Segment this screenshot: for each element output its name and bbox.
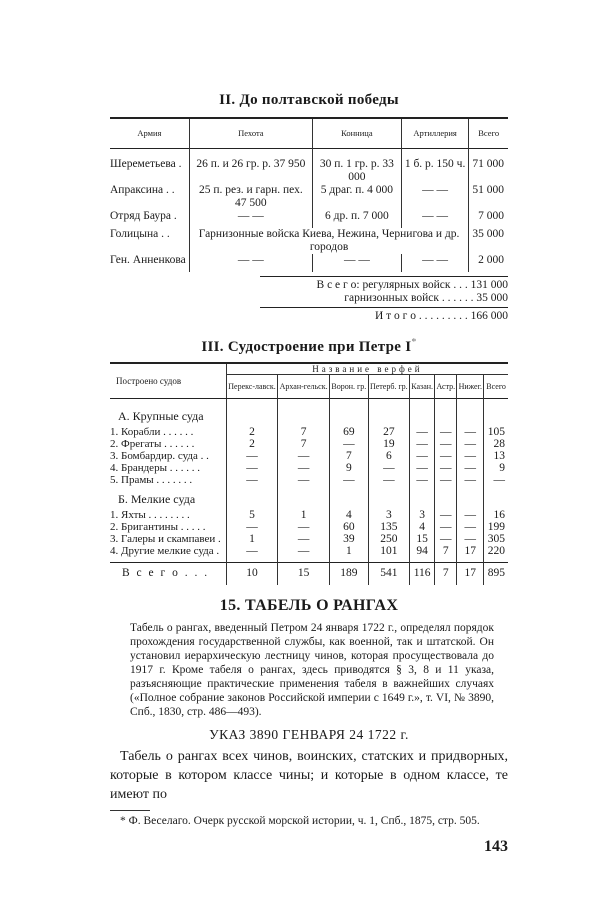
total-cell: 15 bbox=[278, 563, 330, 585]
value-cell: — bbox=[457, 521, 484, 533]
value-cell: — bbox=[330, 474, 369, 486]
table-row bbox=[110, 521, 508, 533]
value-cell: — bbox=[368, 474, 409, 486]
value-cell: — bbox=[435, 533, 457, 545]
value-cell: — bbox=[457, 533, 484, 545]
table-row bbox=[110, 184, 508, 210]
army-name: Отряд Баура . bbox=[110, 210, 177, 222]
artillery-cell: — — bbox=[401, 210, 469, 228]
column-header: Всего bbox=[469, 118, 508, 148]
value-cell: 2 bbox=[226, 438, 277, 450]
value-cell: 101 bbox=[368, 545, 409, 557]
value-cell: — bbox=[330, 438, 369, 450]
empty-cell bbox=[278, 407, 330, 426]
divider bbox=[260, 307, 508, 308]
row-header: Построено судов bbox=[110, 363, 226, 399]
empty-cell bbox=[435, 407, 457, 426]
value-cell: — bbox=[457, 509, 484, 521]
value-cell: 15 bbox=[410, 533, 435, 545]
infantry-cell: — — bbox=[189, 254, 312, 272]
page-column bbox=[110, 92, 508, 856]
table-row bbox=[110, 228, 508, 254]
total-cell: 35 000 bbox=[469, 228, 508, 254]
ship-type: 3. Бомбардир. суда . . bbox=[110, 449, 209, 462]
column-header: Петерб. гр. bbox=[368, 375, 409, 399]
value-cell: — bbox=[226, 474, 277, 486]
value-cell: 7 bbox=[278, 438, 330, 450]
army-name: Ген. Анненкова bbox=[110, 254, 186, 266]
value-cell: — bbox=[410, 462, 435, 474]
value-cell: — bbox=[368, 462, 409, 474]
value-cell: 3 bbox=[410, 509, 435, 521]
total-label: В с е г о . . . bbox=[122, 567, 210, 580]
empty-cell bbox=[226, 490, 277, 509]
empty-cell bbox=[278, 490, 330, 509]
artillery-cell: — — bbox=[401, 184, 469, 210]
column-header: Нижег. bbox=[457, 375, 484, 399]
value-cell: 250 bbox=[368, 533, 409, 545]
table-row bbox=[110, 533, 508, 545]
value-cell: 69 bbox=[330, 426, 369, 438]
value-cell: 9 bbox=[330, 462, 369, 474]
value-cell: — bbox=[410, 474, 435, 486]
ships-table-title: III. Судостроение при Петре I bbox=[201, 339, 412, 355]
total-garrison: гарнизонных войск . . . . . . 35 000 bbox=[344, 292, 508, 304]
value-cell: — bbox=[484, 474, 508, 486]
value-cell: 19 bbox=[368, 438, 409, 450]
value-cell: — bbox=[278, 533, 330, 545]
value-cell: — bbox=[226, 521, 277, 533]
value-cell: 135 bbox=[368, 521, 409, 533]
value-cell: — bbox=[278, 462, 330, 474]
table-row bbox=[110, 210, 508, 228]
value-cell: 9 bbox=[484, 462, 508, 474]
divider bbox=[260, 276, 508, 277]
table-row bbox=[110, 509, 508, 521]
value-cell: — bbox=[226, 450, 277, 462]
table-row bbox=[110, 426, 508, 438]
table-row bbox=[110, 545, 508, 557]
value-cell: 1 bbox=[226, 533, 277, 545]
value-cell: — bbox=[226, 545, 277, 557]
table-row bbox=[110, 438, 508, 450]
value-cell: 2 bbox=[226, 426, 277, 438]
page-number: 143 bbox=[484, 837, 508, 855]
value-cell: 199 bbox=[484, 521, 508, 533]
infantry-cell: — — bbox=[189, 210, 312, 228]
section-intro: Табель о рангах, введенный Петром 24 января 1722 г., определял порядок прохождения государственной службы, как военной, так и штатской. Он установил иерархическую лестницу чинов, которая просуществовала до 1917 г. Кроме табеля о рангах, здесь приводятся § 3, 8 и 11 указа, разъясняющие практические применения табеля в важнейших случаях («Полное собрание законов Российской империи с 1649 г.», т. VI, № 3890, Спб., 1830, стр. 486—493). bbox=[130, 621, 494, 718]
value-cell: — bbox=[435, 509, 457, 521]
group-label: Б. Мелкие суда bbox=[118, 491, 196, 506]
value-cell: 28 bbox=[484, 438, 508, 450]
empty-cell bbox=[330, 407, 369, 426]
decree-text: Табель о рангах всех чинов, воинских, статских и придворных, которые в котором классе чины; и которые в одном классе, те имеют по bbox=[110, 748, 508, 802]
value-cell: — bbox=[457, 438, 484, 450]
empty-cell bbox=[226, 407, 277, 426]
army-name: Апраксина . . bbox=[110, 184, 175, 196]
value-cell: 220 bbox=[484, 545, 508, 557]
total-cell: 51 000 bbox=[469, 184, 508, 210]
ships-table bbox=[110, 362, 508, 585]
value-cell: — bbox=[457, 474, 484, 486]
column-header: Артиллерия bbox=[401, 118, 469, 148]
cavalry-cell: 30 п. 1 гр. р. 33 000 bbox=[312, 158, 401, 184]
value-cell: 94 bbox=[410, 545, 435, 557]
ship-type: 2. Бригантины . . . . . bbox=[110, 520, 206, 533]
value-cell: — bbox=[435, 426, 457, 438]
value-cell: 1 bbox=[330, 545, 369, 557]
army-table bbox=[110, 117, 508, 272]
column-header: Астр. bbox=[435, 375, 457, 399]
empty-cell bbox=[484, 490, 508, 509]
total-cell: 17 bbox=[457, 563, 484, 585]
total-cell: 7 000 bbox=[469, 210, 508, 228]
infantry-cell: 26 п. и 26 гр. р. 37 950 bbox=[189, 158, 312, 184]
total-cell: 10 bbox=[226, 563, 277, 585]
value-cell: — bbox=[278, 545, 330, 557]
value-cell: 1 bbox=[278, 509, 330, 521]
ship-type: 3. Галеры и скампавеи . bbox=[110, 532, 221, 545]
cavalry-cell: — — bbox=[312, 254, 401, 272]
column-header: Ворон. гр. bbox=[330, 375, 369, 399]
column-header: Всего bbox=[484, 375, 508, 399]
value-cell: 17 bbox=[457, 545, 484, 557]
group-row bbox=[110, 407, 508, 426]
column-header: Казан. bbox=[410, 375, 435, 399]
total-cell: 7 bbox=[435, 563, 457, 585]
empty-cell bbox=[457, 490, 484, 509]
value-cell: — bbox=[278, 474, 330, 486]
value-cell: — bbox=[435, 474, 457, 486]
value-cell: 7 bbox=[278, 426, 330, 438]
total-cell: 2 000 bbox=[469, 254, 508, 272]
table-row bbox=[110, 450, 508, 462]
value-cell: — bbox=[435, 450, 457, 462]
artillery-cell: 1 б. р. 150 ч. bbox=[401, 158, 469, 184]
value-cell: — bbox=[226, 462, 277, 474]
cavalry-cell: 6 др. п. 7 000 bbox=[312, 210, 401, 228]
army-name: Голицына . . bbox=[110, 228, 170, 240]
army-name: Шереметьева . bbox=[110, 158, 182, 170]
value-cell: 39 bbox=[330, 533, 369, 545]
value-cell: 305 bbox=[484, 533, 508, 545]
empty-cell bbox=[368, 407, 409, 426]
value-cell: 6 bbox=[368, 450, 409, 462]
total-cell: 895 bbox=[484, 563, 508, 585]
value-cell: — bbox=[457, 450, 484, 462]
ship-type: 2. Фрегаты . . . . . . bbox=[110, 437, 195, 450]
ship-type: 1. Яхты . . . . . . . . bbox=[110, 508, 190, 521]
grand-total: И т о г о . . . . . . . . . 166 000 bbox=[374, 310, 508, 322]
empty-cell bbox=[368, 490, 409, 509]
total-row bbox=[110, 563, 508, 585]
value-cell: — bbox=[278, 450, 330, 462]
artillery-cell: — — bbox=[401, 254, 469, 272]
group-header: Название верфей bbox=[226, 363, 508, 375]
value-cell: 4 bbox=[410, 521, 435, 533]
column-header: Пехота bbox=[189, 118, 312, 148]
value-cell: 7 bbox=[435, 545, 457, 557]
column-header: Перекс-лавск. bbox=[226, 375, 277, 399]
value-cell: — bbox=[410, 450, 435, 462]
footnote: * Ф. Веселаго. Очерк русской морской истории, ч. 1, Спб., 1875, стр. 505. bbox=[120, 814, 480, 827]
value-cell: 105 bbox=[484, 426, 508, 438]
footnote-mark: * bbox=[411, 337, 417, 348]
total-cell: 71 000 bbox=[469, 158, 508, 184]
table-row bbox=[110, 254, 508, 272]
empty-cell bbox=[410, 407, 435, 426]
value-cell: 4 bbox=[330, 509, 369, 521]
footnote-rule bbox=[110, 810, 150, 811]
ship-type: 5. Прамы . . . . . . . bbox=[110, 473, 193, 486]
empty-cell bbox=[457, 407, 484, 426]
value-cell: — bbox=[435, 462, 457, 474]
value-cell: — bbox=[457, 426, 484, 438]
table-row bbox=[110, 158, 508, 184]
value-cell: — bbox=[457, 462, 484, 474]
total-cell: 541 bbox=[368, 563, 409, 585]
empty-cell bbox=[410, 490, 435, 509]
decree-heading: УКАЗ 3890 ГЕНВАРЯ 24 1722 г. bbox=[209, 726, 409, 742]
value-cell: 60 bbox=[330, 521, 369, 533]
infantry-cell: 25 п. рез. и гарн. пех. 47 500 bbox=[189, 184, 312, 210]
value-cell: — bbox=[435, 521, 457, 533]
empty-cell bbox=[330, 490, 369, 509]
ship-type: 4. Другие мелкие суда . bbox=[110, 544, 220, 557]
group-row bbox=[110, 490, 508, 509]
value-cell: — bbox=[278, 521, 330, 533]
army-table-title: II. До полтавской победы bbox=[219, 92, 399, 108]
total-cell: 116 bbox=[410, 563, 435, 585]
value-cell: 3 bbox=[368, 509, 409, 521]
cavalry-cell: 5 драг. п. 4 000 bbox=[312, 184, 401, 210]
empty-cell bbox=[484, 407, 508, 426]
value-cell: 27 bbox=[368, 426, 409, 438]
group-label: А. Крупные суда bbox=[118, 408, 204, 423]
value-cell: 7 bbox=[330, 450, 369, 462]
total-regular: В с е г о: регулярных войск . . . 131 000 bbox=[316, 279, 508, 291]
section-title: 15. ТАБЕЛЬ О РАНГАХ bbox=[219, 596, 399, 614]
value-cell: — bbox=[410, 438, 435, 450]
column-header: Архан-гельск. bbox=[278, 375, 330, 399]
table-row bbox=[110, 474, 508, 486]
empty-cell bbox=[435, 490, 457, 509]
ship-type: 4. Брандеры . . . . . . bbox=[110, 461, 200, 474]
ship-type: 1. Корабли . . . . . . bbox=[110, 425, 194, 438]
value-cell: — bbox=[435, 438, 457, 450]
value-cell: — bbox=[410, 426, 435, 438]
column-header: Конница bbox=[312, 118, 401, 148]
value-cell: 16 bbox=[484, 509, 508, 521]
value-cell: 5 bbox=[226, 509, 277, 521]
infantry-cell: Гарнизонные войска Киева, Нежина, Чернигова и др. городов bbox=[189, 228, 469, 254]
column-header: Армия bbox=[137, 128, 162, 139]
total-cell: 189 bbox=[330, 563, 369, 585]
table-row bbox=[110, 462, 508, 474]
value-cell: 13 bbox=[484, 450, 508, 462]
